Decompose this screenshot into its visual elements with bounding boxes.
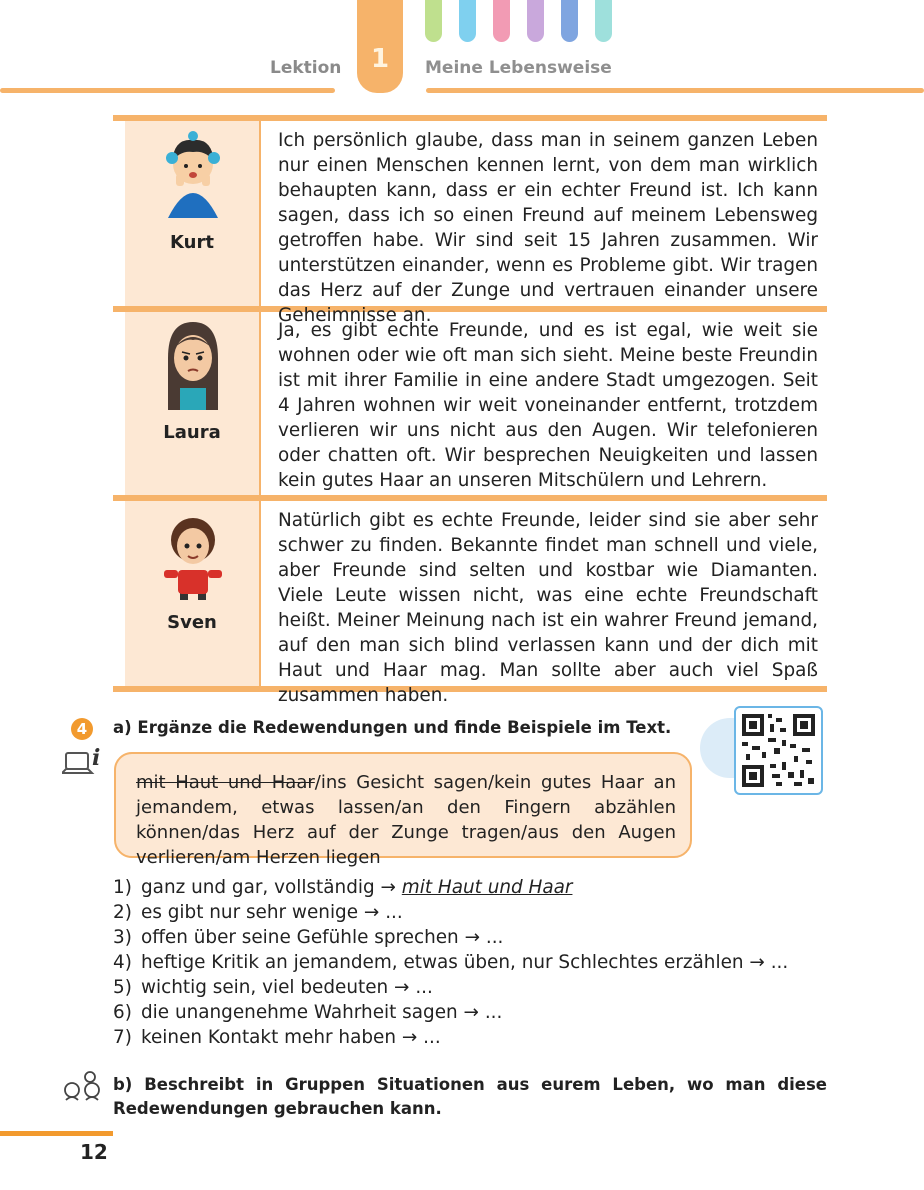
person-name-kurt: Kurt	[170, 232, 214, 253]
item-answer: ...	[770, 952, 789, 973]
item-number: 5)	[113, 977, 132, 998]
list-item	[113, 875, 788, 900]
table-border	[113, 115, 827, 121]
phrase-box	[114, 752, 692, 868]
phrase-list-rest: /ins Gesicht sagen/kein gutes Haar an jemandem, etwas lassen/an den Fingern abzählen können/das Herz auf der Zunge tragen/aus den Augen verlieren/am Herzen liegen	[136, 772, 676, 868]
item-number: 1)	[113, 877, 132, 898]
qr-code-pattern	[736, 708, 821, 793]
item-answer: ...	[415, 977, 433, 998]
header-line-right	[426, 88, 924, 93]
boy-with-red-shirt-avatar	[158, 508, 228, 600]
item-number: 6)	[113, 1002, 132, 1023]
arrow-icon: →	[464, 927, 480, 948]
item-number: 7)	[113, 1027, 132, 1048]
arrow-icon: →	[463, 1002, 479, 1023]
exercise-list	[113, 875, 788, 1050]
color-tab	[459, 0, 476, 42]
item-answer: mit Haut und Haar	[401, 877, 573, 898]
crossed-out-phrase: mit Haut und Haar	[136, 772, 315, 793]
item-number: 3)	[113, 927, 132, 948]
arrow-icon: →	[380, 877, 396, 898]
arrow-icon: →	[394, 977, 410, 998]
person-name-laura: Laura	[163, 422, 221, 443]
list-item	[113, 925, 788, 950]
svg-text:i: i	[92, 745, 101, 771]
color-tab	[527, 0, 544, 42]
item-answer: ...	[484, 1002, 503, 1023]
item-text: heftige Kritik an jemandem, etwas üben, nur Schlechtes erzählen	[141, 952, 744, 973]
person-name-sven: Sven	[167, 612, 217, 633]
task-number-badge: 4	[71, 718, 93, 740]
statement-kurt: Ich persönlich glaube, dass man in seinem ganzen Leben nur einen Menschen kennen lernt, von dem man wirklich behaupten kann, dass er ein echter Freund ist. Ich kann sagen, dass ich so einen Freund auf meinem Lebensweg getroffen habe. Wir sind seit 15 Jahren zusammen. Wir unterstützen einander, wenn es Probleme gibt. Wir tragen das Herz auf der Zunge und vertrauen einander unsere Geheimnisse an.	[278, 130, 818, 326]
footer-line	[0, 1131, 113, 1136]
arrow-icon: →	[749, 952, 765, 973]
qr-code-icon[interactable]	[734, 706, 823, 795]
girl-with-long-hair-avatar	[160, 318, 226, 410]
page-number: 12	[80, 1140, 108, 1164]
color-tab	[595, 0, 612, 42]
item-text: wichtig sein, viel bedeuten	[141, 977, 389, 998]
item-number: 4)	[113, 952, 132, 973]
phrase-list	[136, 770, 676, 870]
item-answer: ...	[485, 927, 504, 948]
lektion-number: 1	[370, 44, 390, 74]
list-item	[113, 975, 788, 1000]
statement-sven: Natürlich gibt es echte Freunde, leider sind sie aber sehr schwer zu finden. Bekannte findet man schnell und viele, aber Freunde sind selten und kostbar wie Diamanten. Viele Leute wissen nicht, was eine echte Freundschaft heißt. Meiner Meinung nach ist ein wahrer Freund jemand, auf den man sich blind verlassen kann und der dich mit Haut und Haar mag. Man sollte aber auch viel Spaß zusammen haben.	[278, 510, 818, 706]
header-line-left	[0, 88, 335, 93]
statement-laura: Ja, es gibt echte Freunde, und es ist egal, wie weit sie wohnen oder wie oft man sich sieht. Meine beste Freundin ist mit ihrer Familie in eine andere Stadt umgezogen. Seit 4 Jahren wohnen wir weit voneinander entfernt, trotzdem verlieren wir uns nicht aus den Augen. Wir telefonieren oder chatten oft. Wir besprechen Neuigkeiten und lassen kein gutes Haar an unseren Mitschülern und Lehrern.	[278, 320, 818, 491]
page-title: Meine Lebensweise	[425, 58, 612, 78]
item-answer: ...	[385, 902, 403, 923]
list-item	[113, 1000, 788, 1025]
laptop-info-icon	[62, 745, 104, 781]
arrow-icon: →	[401, 1027, 418, 1048]
girl-with-blue-dress-avatar	[158, 128, 228, 224]
item-text: die unangenehme Wahrheit sagen	[141, 1002, 458, 1023]
task-4a-instruction: a) Ergänze die Redewendungen und finde Beispiele im Text.	[113, 718, 672, 737]
color-tab	[493, 0, 510, 42]
arrow-icon: →	[363, 902, 380, 923]
list-item	[113, 900, 788, 925]
item-answer: ...	[423, 1027, 441, 1048]
item-text: keinen Kontakt mehr haben	[141, 1027, 396, 1048]
group-work-icon	[60, 1070, 104, 1104]
color-tab	[425, 0, 442, 42]
list-item	[113, 1025, 788, 1050]
lektion-label: Lektion	[270, 58, 342, 78]
item-number: 2)	[113, 902, 132, 923]
table-border	[113, 495, 827, 501]
list-item	[113, 950, 788, 975]
item-text: offen über seine Gefühle sprechen	[141, 927, 459, 948]
table-divider	[259, 121, 261, 688]
item-text: ganz und gar, vollständig	[141, 877, 375, 898]
color-tab	[561, 0, 578, 42]
item-text: es gibt nur sehr wenige	[141, 902, 359, 923]
task-4b-instruction: b) Beschreibt in Gruppen Situationen aus eurem Leben, wo man diese Redewendungen gebrauchen kann.	[113, 1075, 827, 1118]
